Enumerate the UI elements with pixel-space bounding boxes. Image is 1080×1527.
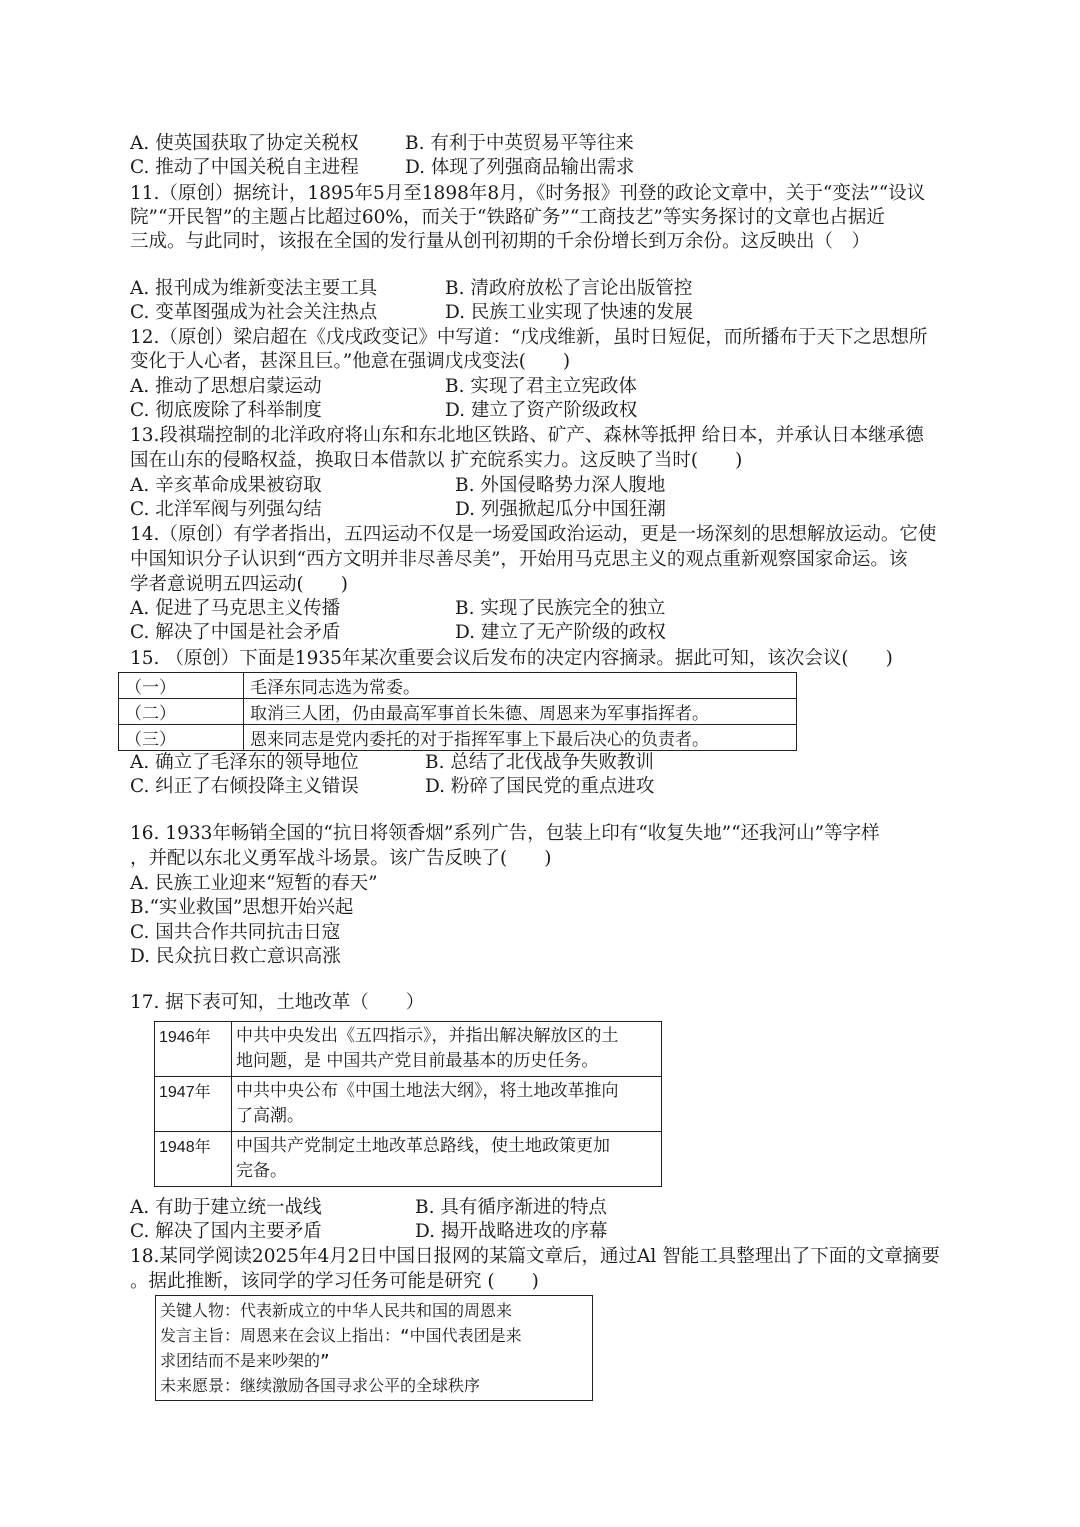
q11-stem-line-3: 三成。与此同时，该报在全国的发行量从创刊初期的千余份增长到万余份。这反映出（ ）: [130, 231, 871, 252]
q13-stem-line-1: 13.段祺瑞控制的北洋政府将山东和东北地区铁路、矿产、森林等抵押 给日本，并承认日本继承德: [130, 425, 924, 446]
q13-option-c: C. 北洋军阀与列强勾结: [130, 499, 322, 520]
table-row: [119, 725, 797, 751]
q15-row-2-value: 取消三人团，仍由最高军事首长朱德、周恩来为军事指挥者。: [244, 699, 797, 725]
table-row: [156, 1296, 593, 1401]
q18-stem-line-2: 。据此推断，该同学的学习任务可能是研究 ( ): [130, 1271, 539, 1292]
table-row: [155, 1022, 662, 1077]
q17-stem-line-1: 17. 据下表可知，土地改革（ ）: [130, 992, 425, 1013]
q14-stem-line-1: 14.（原创）有学者指出，五四运动不仅是一场爱国政治运动，更是一场深刻的思想解放运动。它使: [130, 524, 937, 545]
q11-option-d: D. 民族工业实现了快速的发展: [445, 302, 693, 323]
q10-option-a: A. 使英国获取了协定关税权: [130, 133, 359, 154]
q15-decision-table: [118, 672, 797, 751]
q16-option-a: A. 民族工业迎来“短暂的春天”: [130, 873, 378, 894]
q17-row-1-text-2: 地问题，是 中国共产党目前最基本的历史任务。: [236, 1051, 599, 1071]
q15-row-1-key: （一）: [119, 673, 244, 699]
q15-row-3-value: 恩来同志是党内委托的对于指挥军事上下最后决心的负责者。: [244, 725, 797, 751]
q10-option-d: D. 体现了列强商品输出需求: [405, 157, 635, 178]
q12-option-a: A. 推动了思想启蒙运动: [130, 376, 322, 397]
q13-option-d: D. 列强掀起瓜分中国狂潮: [455, 499, 666, 520]
q17-option-c: C. 解决了国内主要矛盾: [130, 1221, 322, 1242]
q16-stem-line-1: 16. 1933年畅销全国的“抗日将领香烟”系列广告，包装上印有“收复失地”“还我河山”等字样: [130, 823, 880, 844]
q15-stem-line-1: 15. （原创）下面是1935年某次重要会议后发布的决定内容摘录。据此可知，该次会议( ): [130, 648, 893, 669]
q11-option-c: C. 变革图强成为社会关注热点: [130, 302, 378, 323]
q15-option-d: D. 粉碎了国民党的重点进攻: [425, 776, 655, 797]
q14-option-a: A. 促进了马克思主义传播: [130, 598, 341, 619]
q17-row-1-text-1: 中共中央发出《五四指示》，并指出解决解放区的土: [236, 1026, 619, 1046]
q17-option-b: B. 具有循序渐进的特点: [415, 1197, 607, 1218]
table-row: [155, 1077, 662, 1132]
q12-stem-line-1: 12.（原创）梁启超在《戊戌政变记》中写道：“戊戌维新，虽时日短促，而所播布于天下之思想所: [130, 327, 928, 348]
q15-row-3-key: （三）: [119, 725, 244, 751]
q14-stem-line-3: 学者意说明五四运动( ): [130, 574, 348, 595]
q14-stem-line-2: 中国知识分子认识到“西方文明并非尽善尽美”，开始用马克思主义的观点重新观察国家命运。该: [130, 549, 908, 570]
q11-stem-line-1: 11.（原创）据统计，1895年5月至1898年8月，《时务报》刊登的政论文章中，关于“变法”“设议: [130, 183, 926, 204]
table-row: [119, 699, 797, 725]
q14-option-b: B. 实现了民族完全的独立: [455, 598, 666, 619]
q11-option-b: B. 清政府放松了言论出版管控: [445, 278, 693, 299]
q15-option-c: C. 纠正了右倾投降主义错误: [130, 776, 359, 797]
q13-option-a: A. 辛亥革命成果被窃取: [130, 475, 322, 496]
q18-summary-line-3: 求团结而不是来吵架的”: [160, 1351, 330, 1370]
q15-option-b: B. 总结了北伐战争失败教训: [425, 752, 654, 773]
q18-summary-line-1: 关键人物：代表新成立的中华人民共和国的周恩来: [160, 1301, 513, 1320]
q17-option-d: D. 揭开战略进攻的序幕: [415, 1221, 608, 1242]
q15-option-a: A. 确立了毛泽东的领导地位: [130, 752, 359, 773]
q17-row-2-year: 1947年: [155, 1077, 232, 1132]
q14-option-c: C. 解决了中国是社会矛盾: [130, 622, 341, 643]
q17-row-3-year: 1948年: [155, 1132, 232, 1187]
q17-row-3-text-1: 中国共产党制定土地改革总路线，使土地政策更加: [236, 1136, 610, 1156]
q16-option-c: C. 国共合作共同抗击日寇: [130, 922, 341, 943]
q17-row-2-text-2: 了高潮。: [236, 1106, 304, 1126]
q18-summary-line-4: 未来愿景：继续激励各国寻求公平的全球秩序: [160, 1376, 481, 1395]
q17-row-1-year: 1946年: [155, 1022, 232, 1077]
q13-option-b: B. 外国侵略势力深人腹地: [455, 475, 666, 496]
q18-summary-box: [155, 1295, 593, 1401]
q15-row-2-key: （二）: [119, 699, 244, 725]
q15-row-1-value: 毛泽东同志选为常委。: [244, 673, 797, 699]
q14-option-d: D. 建立了无产阶级的政权: [455, 622, 666, 643]
q16-option-b: B.“实业救国”思想开始兴起: [130, 897, 354, 918]
table-row: [155, 1132, 662, 1187]
q12-stem-line-2: 变化于人心者，甚深且巨。”他意在强调戊戌变法( ): [130, 351, 571, 372]
q11-option-a: A. 报刊成为维新变法主要工具: [130, 278, 378, 299]
q17-row-3-text-2: 完备。: [236, 1161, 287, 1181]
q18-stem-line-1: 18.某同学阅读2025年4月2日中国日报网的某篇文章后，通过Al 智能工具整理出了下面的文章摘要: [130, 1246, 940, 1267]
q10-option-b: B. 有利于中英贸易平等往来: [405, 133, 634, 154]
q16-option-d: D. 民众抗日救亡意识高涨: [130, 946, 341, 967]
q17-row-2-text-1: 中共中央公布《中国土地法大纲》，将土地改革推向: [236, 1081, 619, 1101]
q12-option-b: B. 实现了君主立宪政体: [445, 376, 637, 397]
q10-option-c: C. 推动了中国关税自主进程: [130, 157, 359, 178]
q12-option-c: C. 彻底废除了科举制度: [130, 400, 322, 421]
q11-stem-line-2: 院”“开民智”的主题占比超过60%，而关于“铁路矿务”“工商技艺”等实务探讨的文章也占据近: [130, 207, 885, 228]
q16-stem-line-2: ，并配以东北义勇军战斗场景。该广告反映了( ): [130, 848, 552, 869]
q13-stem-line-2: 国在山东的侵略权益，换取日本借款以 扩充皖系实力。这反映了当时( ): [130, 450, 743, 471]
q12-option-d: D. 建立了资产阶级政权: [445, 400, 638, 421]
q18-summary-line-2: 发言主旨：周恩来在会议上指出：“中国代表团是来: [160, 1326, 522, 1345]
q17-option-a: A. 有助于建立统一战线: [130, 1197, 322, 1218]
table-row: [119, 673, 797, 699]
q17-land-reform-table: [154, 1021, 662, 1187]
